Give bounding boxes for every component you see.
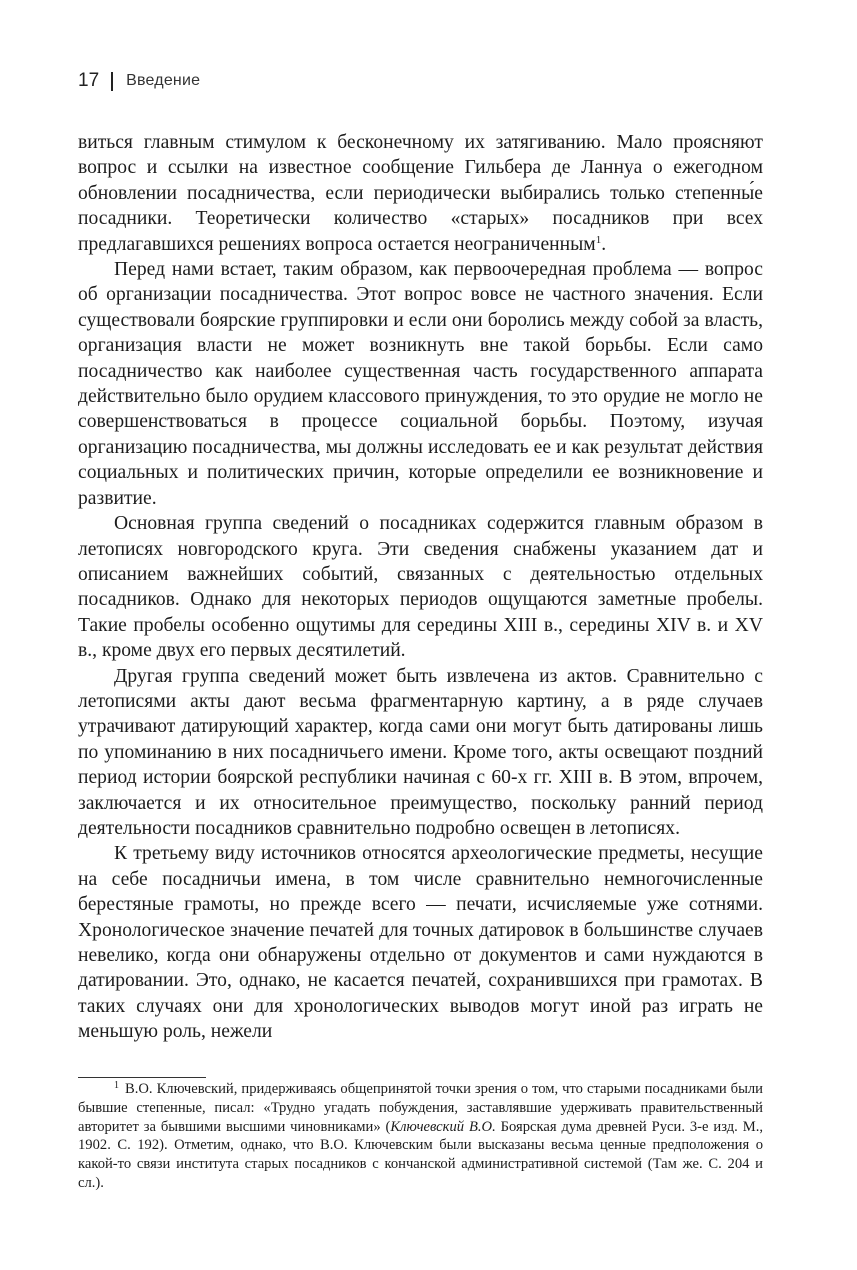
footnote-divider (78, 1077, 206, 1078)
main-text (78, 130, 763, 1045)
footnote-author: Ключевский В.О. (390, 1118, 496, 1135)
page-number: 17 (78, 70, 100, 91)
paragraph-continuation: виться главным стимулом к бесконечному их затягиванию. Мало проясняют вопрос и ссылки на известное сообщение Гильбера де Ланнуа о ежегодном обновлении посадничества, если периодически выбирались только степенны́е посадники. Теоретически количество «старых» посадников при всех предлагавшихся решениях вопроса остается неограниченным$^1$. (78, 132, 763, 255)
paragraph: Основная группа сведений о посадниках содержится главным образом в летописях новгородского круга. Эти сведения снабжены указанием дат и описанием важнейших событий, связанных с деятельностью отдельных посадников. Однако для некоторых периодов ощущаются заметные пробелы. Такие пробелы особенно ощутимы для середины XIII в., середины XIV в. и XV в., кроме двух его первых десятилетий. (78, 513, 763, 662)
paragraph: Перед нами встает, таким образом, как первоочередная проблема — вопрос об организации посадничества. Этот вопрос вовсе не частного значения. Если существовали боярские группировки и если они боролись между собой за власть, организация власти не может возникнуть вне такой борьбы. Если само посадничество как наиболее существенная часть государственного аппарата действительно было орудием классового принуждения, то это орудие не могло не совершенствоваться в процессе социальной борьбы. Поэтому, изучая организацию посадничества, мы должны исследовать ее и как результат действия социальных и политических причин, которые определили ее возникновение и развитие. (78, 259, 763, 509)
header-divider (111, 72, 113, 91)
paragraph: Другая группа сведений может быть извлечена из актов. Сравнительно с летописями акты дают весьма фрагментарную картину, а в ряде случаев утрачивают датирующий характер, когда сами они могут быть датированы лишь по упоминанию в них посадничьего имени. Кроме того, акты освещают поздний период истории боярской республики начиная с 60-х гг. XIII в. В этом, впрочем, заключается и их относительное преимущество, поскольку ранний период деятельности посадников сравнительно подробно освещен в летописях. (78, 665, 763, 839)
section-title: Введение (126, 72, 201, 89)
footnote-mark: 1 (114, 1080, 119, 1091)
running-header (78, 70, 200, 92)
paragraph: К третьему виду источников относятся археологические предметы, несущие на себе посадничьи имена, в том числе сравнительно немногочисленные берестяные грамоты, но прежде всего — печати, исчисляемые уже сотнями. Хронологическое значение печатей для точных датировок в большинстве случаев невелико, когда они обнаружены отдельно от документов и сами нуждаются в датировании. Это, однако, не касается печатей, сохранившихся при грамотах. В таких случаях они для хронологических выводов могут иной раз играть не меньшую роль, нежели (78, 843, 763, 1043)
footnote-reference[interactable]: 1 (595, 233, 602, 246)
footnote-text: В.О. Ключевский, придерживаясь общепринятой точки зрения о том, что старыми посадниками были бывшие степенные, писал: «Трудно угадать побуждения, заставлявшие удерживать правительственный авторитет за бывшими высшими чиновниками» ( (78, 1081, 763, 1135)
footnote (78, 1080, 763, 1193)
footnote-text-end: Боярская дума древней Руси. 3-е изд. М., 1902. С. 192). Отметим, однако, что В.О. Ключевским были высказаны весьма ценные предположения о какой-то связи института старых посадников с кончанской административной системой (Там же. С. 204 и сл.). (78, 1118, 763, 1191)
